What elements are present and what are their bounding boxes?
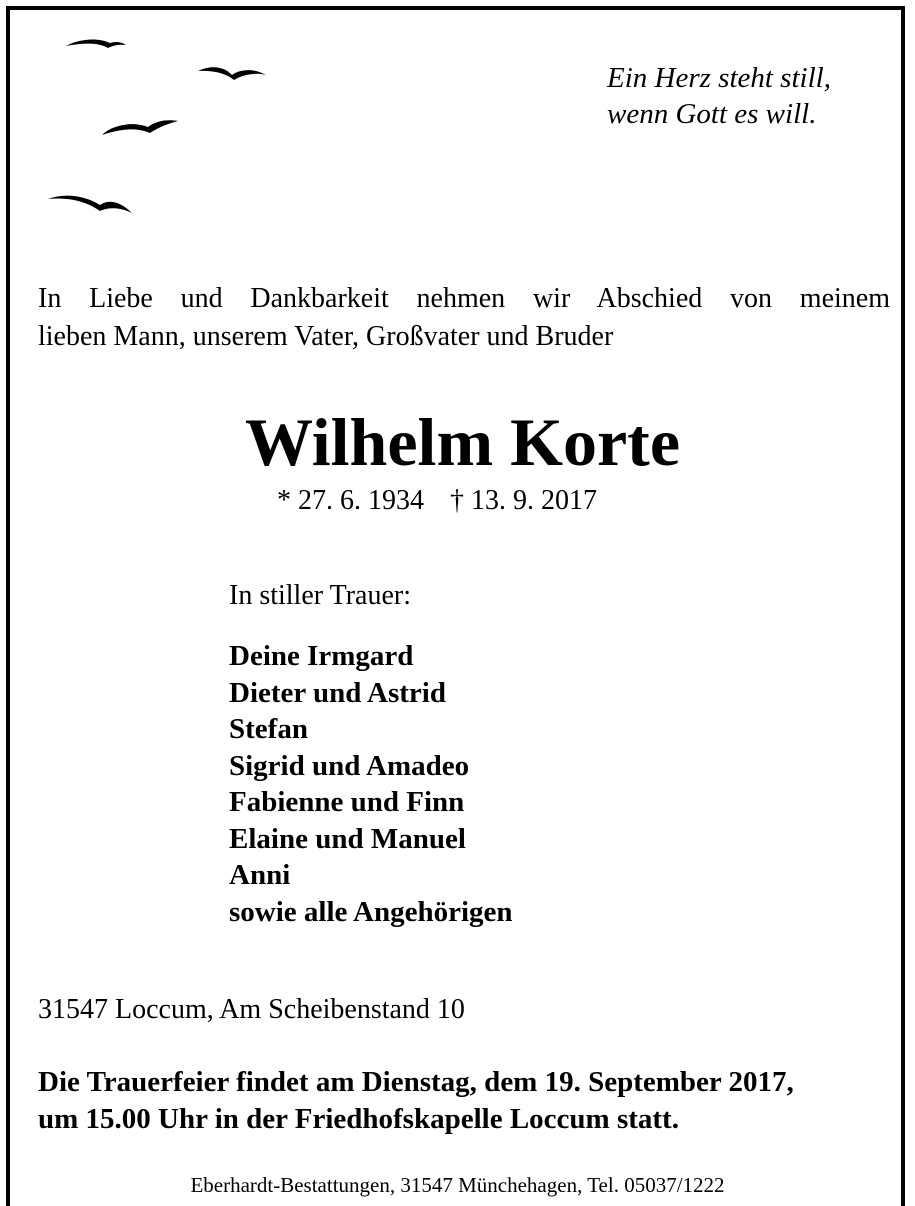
intro-line-1: In Liebe und Dankbarkeit nehmen wir Abschied von meinem (38, 283, 890, 314)
funeral-home-footer (0, 1172, 915, 1198)
ceremony-line-1: Die Trauerfeier findet am Dienstag, dem 19. September 2017, (38, 1066, 794, 1098)
birth-date: * 27. 6. 1934 (277, 485, 424, 516)
life-dates (277, 483, 597, 519)
verse-line-2: wenn Gott es will. (607, 98, 817, 130)
verse (607, 60, 831, 132)
mourner-name: Deine Irmgard (229, 640, 414, 672)
ceremony-line-2: um 15.00 Uhr in der Friedhofskapelle Loccum statt. (38, 1103, 679, 1135)
mourner-name: sowie alle Angehörigen (229, 895, 513, 928)
flying-birds-icon (40, 35, 280, 225)
mourner-name: Fabienne und Finn (229, 786, 465, 818)
funeral-home-text: Eberhardt-Bestattungen, 31547 Münchehagen, Tel. 05037/1222 (182, 1173, 732, 1197)
mourner-name: Elaine und Manuel (229, 822, 466, 855)
ceremony-announcement (38, 1064, 890, 1138)
bird-icon (66, 39, 126, 48)
mourning-label: In stiller Trauer: (229, 580, 411, 611)
mourner-name: Anni (229, 859, 291, 891)
mourners-list (229, 638, 513, 930)
bird-icon (48, 196, 132, 213)
family-address: 31547 Loccum, Am Scheibenstand 10 (38, 994, 465, 1025)
mourner-name: Sigrid und Amadeo (229, 749, 470, 782)
mourner-name: Stefan (229, 713, 308, 745)
death-date: † 13. 9. 2017 (450, 485, 597, 516)
intro-line-2: lieben Mann, unserem Vater, Großvater und Bruder (38, 321, 614, 352)
deceased-name: Wilhelm Korte (245, 404, 680, 480)
verse-line-1: Ein Herz steht still, (607, 62, 831, 94)
intro-text (38, 280, 890, 356)
bird-icon (198, 67, 266, 80)
mourner-name: Dieter und Astrid (229, 676, 446, 709)
bird-icon (102, 120, 178, 135)
